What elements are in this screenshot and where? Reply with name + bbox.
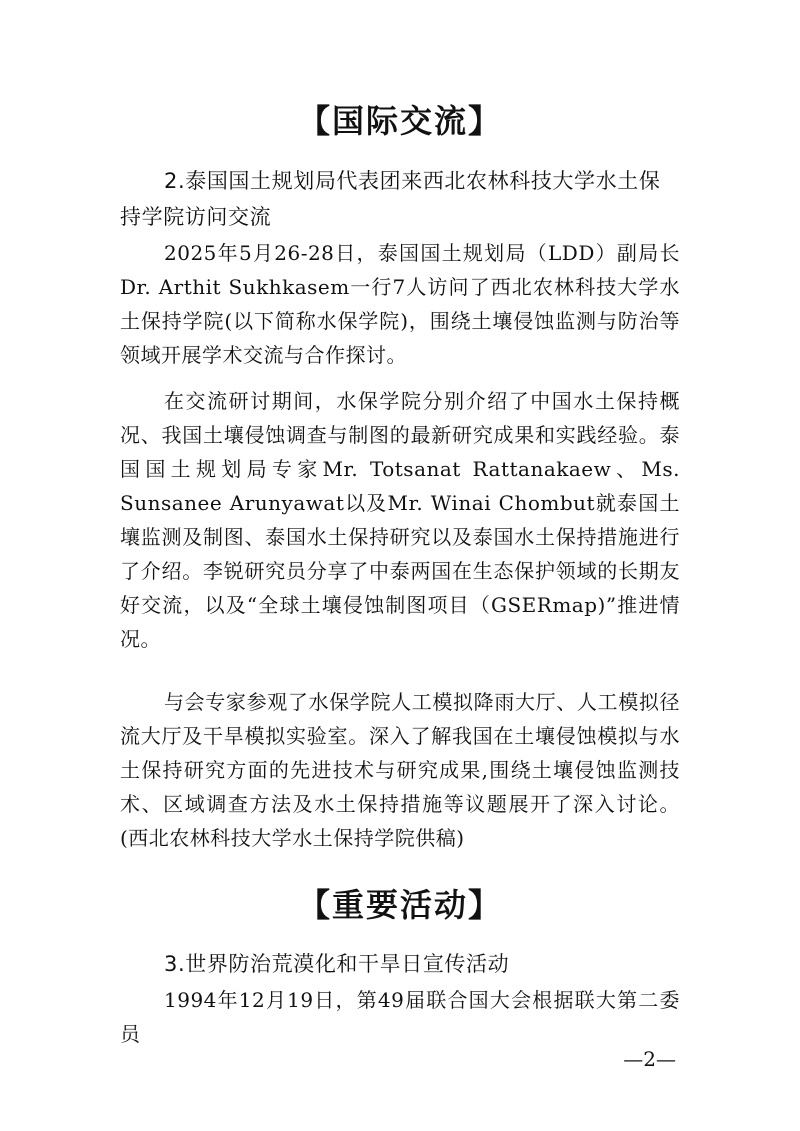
section-heading-activities: 【重要活动】 bbox=[297, 886, 502, 924]
article-title-desertification-day: 3.世界防治荒漠化和干旱日宣传活动 bbox=[164, 952, 510, 976]
paragraph-lab-visit: 与会专家参观了水保学院人工模拟降雨大厅、人工模拟径流大厅及干旱模拟实验室。深入了解我国在土壤侵蚀模拟与水土保持研究方面的先进技术与研究成果,围绕土壤侵蚀监测技术、区域调查方法及水土保持措施等议题展开了深入讨论。(西北农林科技大学水土保持学院供稿) bbox=[120, 690, 680, 850]
paragraph-visit-overview: 2025年5月26-28日，泰国国土规划局（LDD）副局长Dr. Arthit Sukhkasem一行7人访问了西北农林科技大学水土保持学院(以下简称水保学院)，围绕土壤侵蚀监测与防治等领域开展学术交流与合作探讨。 bbox=[120, 241, 680, 367]
article-title-thai-delegation: 2.泰国国土规划局代表团来西北农林科技大学水土保持学院访问交流 bbox=[120, 169, 661, 229]
page-number: —2— bbox=[623, 1047, 676, 1071]
section-heading-international: 【国际交流】 bbox=[297, 102, 502, 140]
paragraph-desertification-intro: 1994年12月19日，第49届联合国大会根据联大第二委员 bbox=[120, 988, 680, 1046]
paragraph-exchange-details: 在交流研讨期间，水保学院分别介绍了中国水土保持概况、我国土壤侵蚀调查与制图的最新研究成果和实践经验。泰国国土规划局专家Mr. Totsanat Rattanakaew、Ms. Sunsanee Arunyawat以及Mr. Winai Chombut就泰国土壤监测及制图、泰国水土保持研究以及泰国水土保持措施进行了介绍。李锐研究员分享了中泰两国在生态保护领域的长期友好交流，以及“全球土壤侵蚀制图项目（GSERmap)”推进情况。 bbox=[120, 389, 680, 651]
